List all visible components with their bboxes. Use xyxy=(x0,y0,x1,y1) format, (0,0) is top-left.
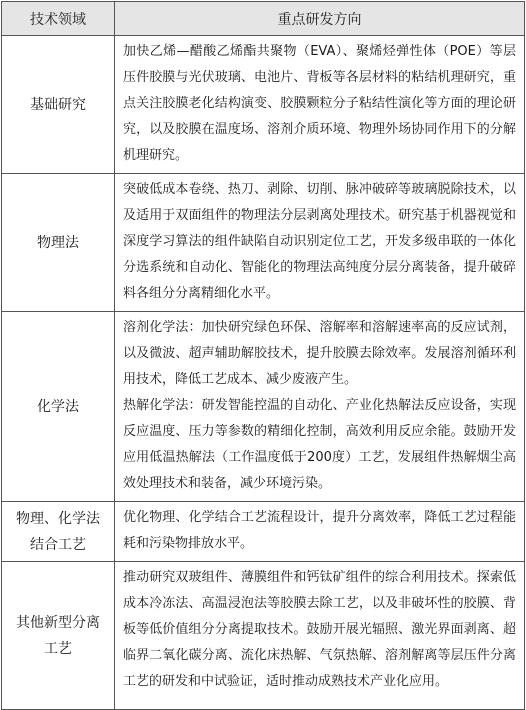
header-research-direction: 重点研发方向 xyxy=(115,2,525,36)
research-directions-table xyxy=(1,1,525,710)
row-content-basic-research xyxy=(115,36,525,174)
row-field-physical-method: 物理法 xyxy=(2,174,115,312)
table-row xyxy=(2,502,525,562)
row-field-basic-research: 基础研究 xyxy=(2,36,115,174)
row-content-chemical-method xyxy=(115,312,525,502)
content-paragraph: 推动研究双玻组件、薄膜组件和钙钛矿组件的综合利用技术。探索低成本冷冻法、高温浸泡法等胶膜去除工艺，以及非破坏性的胶膜、背板等低价值组分分离提取技术。鼓励开展光辐照、激光界面剥离、超临界二氧化碳分离、流化床热解、气氛热解、溶剂解离等层压件分离工艺的研发和中试验证，适时推动成熟技术产业化应用。 xyxy=(123,570,516,689)
content-paragraph: 加快乙烯—醋酸乙烯酯共聚物（EVA）、聚烯烃弹性体（POE）等层压件胶膜与光伏玻璃、电池片、背板等各层材料的粘结机理研究，重点关注胶膜老化结构演变、胶膜颗粒分子粘结性演化等方面的理论研究，以及胶膜在温度场、溶剂介质环境、物理外场协同作用下的分解机理研究。 xyxy=(123,44,516,163)
content-paragraph: 优化物理、化学结合工艺流程设计，提升分离效率，降低工艺过程能耗和污染物排放水平。 xyxy=(123,510,516,551)
content-paragraph-solvent: 溶剂化学法：加快研究绿色环保、溶解率和溶解速率高的反应试剂，以及微波、超声辅助解胶技术，提升胶膜去除效率。发展溶剂循环利用技术，降低工艺成本、减少废液产生。 xyxy=(123,320,516,387)
table-header-row xyxy=(2,2,525,36)
table-row xyxy=(2,174,525,312)
row-field-combined-process: 物理、化学法结合工艺 xyxy=(2,502,115,562)
table-row xyxy=(2,562,525,710)
content-paragraph-pyrolysis: 热解化学法：研发智能控温的自动化、产业化热解法反应设备，实现反应温度、压力等参数的精细化控制，高效利用反应余能。鼓励开发应用低温热解法（工作温度低于200度）工艺，发展组件热解烟尘高效处理技术和装备，减少环境污染。 xyxy=(123,398,516,491)
content-paragraph: 突破低成本卷绕、热刀、剥除、切削、脉冲破碎等玻璃脱除技术，以及适用于双面组件的物理法分层剥离处理技术。研究基于机器视觉和深度学习算法的组件缺陷自动识别定位工艺，开发多级串联的一体化分选系统和自动化、智能化的物理法高纯度分层分离装备，提升破碎料各组分分离精细化水平。 xyxy=(123,182,516,301)
row-content-physical-method xyxy=(115,174,525,312)
table-row xyxy=(2,312,525,502)
row-field-other-new-process: 其他新型分离工艺 xyxy=(2,562,115,710)
row-content-combined-process xyxy=(115,502,525,562)
row-content-other-new-process xyxy=(115,562,525,710)
header-technical-field: 技术领域 xyxy=(2,2,115,36)
table-row xyxy=(2,36,525,174)
row-field-chemical-method: 化学法 xyxy=(2,312,115,502)
